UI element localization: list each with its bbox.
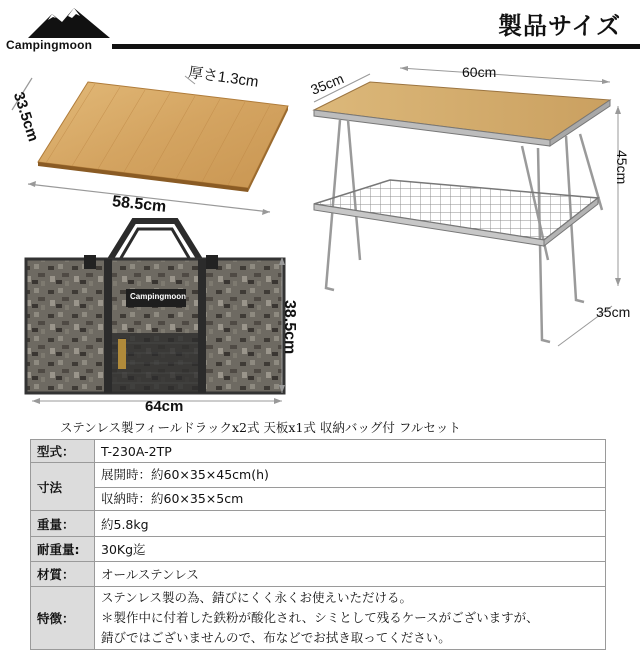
spec-table xyxy=(30,439,606,650)
bag-brand-label: Campingmoon xyxy=(130,292,186,301)
rack-height-label: 45cm xyxy=(614,150,630,185)
spec-label: 材質： xyxy=(31,562,95,587)
spec-row-weight xyxy=(31,511,606,537)
spec-row-material xyxy=(31,562,606,587)
rack-width-label: 60cm xyxy=(462,64,497,80)
board-length-label: 58.5cm xyxy=(111,193,168,216)
spec-label: 特徴： xyxy=(31,587,95,650)
spec-row-load xyxy=(31,537,606,562)
spec-row-dimensions xyxy=(31,463,606,511)
spec-value: ＊製作中に付着した鉄粉が酸化され、シミとして残るケースがございますが、 xyxy=(101,610,539,625)
spec-row-features xyxy=(31,587,606,650)
spec-label: 型式： xyxy=(31,440,95,463)
spec-label: 重量： xyxy=(31,511,95,537)
page-title: 製品サイズ xyxy=(498,12,622,40)
spec-value: ステンレス製の為、錆びにくく永くお使えいただける。 xyxy=(101,590,412,605)
spec-value: 約5.8kg xyxy=(95,511,606,537)
rack-depth-right-label: 35cm xyxy=(596,304,631,320)
spec-row-model xyxy=(31,440,606,463)
bag-width-label: 64cm xyxy=(145,398,184,415)
set-caption: ステンレス製フィールドラックx2式 天板x1式 収納バッグ付 フルセット xyxy=(60,420,461,435)
spec-value: 展開時：約60×35×45cm(h) xyxy=(101,467,269,482)
rack-depth-top-label: 35cm xyxy=(308,70,346,98)
bag-dimension-arrows xyxy=(28,255,298,415)
field-rack-illustration xyxy=(300,60,640,350)
spec-value: 30Kg迄 xyxy=(95,537,606,562)
bag-height-label: 38.5cm xyxy=(281,300,298,355)
brand-logo-text: Campingmoon xyxy=(6,38,93,52)
spec-value: T-230A-2TP xyxy=(95,440,606,463)
spec-value: 錆びではございませんので、布などでお拭き取ってください。 xyxy=(101,630,451,645)
board-width-label: 33.5cm xyxy=(9,90,42,144)
spec-label: 耐重量: xyxy=(31,537,95,562)
spec-value: オールステンレス xyxy=(95,562,606,587)
mountain-logo-icon xyxy=(28,6,110,38)
header-rule xyxy=(112,44,640,49)
spec-value: 収納時：約60×35×5cm xyxy=(95,487,605,510)
board-thickness-label: 厚さ1.3cm xyxy=(187,64,260,91)
spec-label: 寸法 xyxy=(31,463,95,511)
